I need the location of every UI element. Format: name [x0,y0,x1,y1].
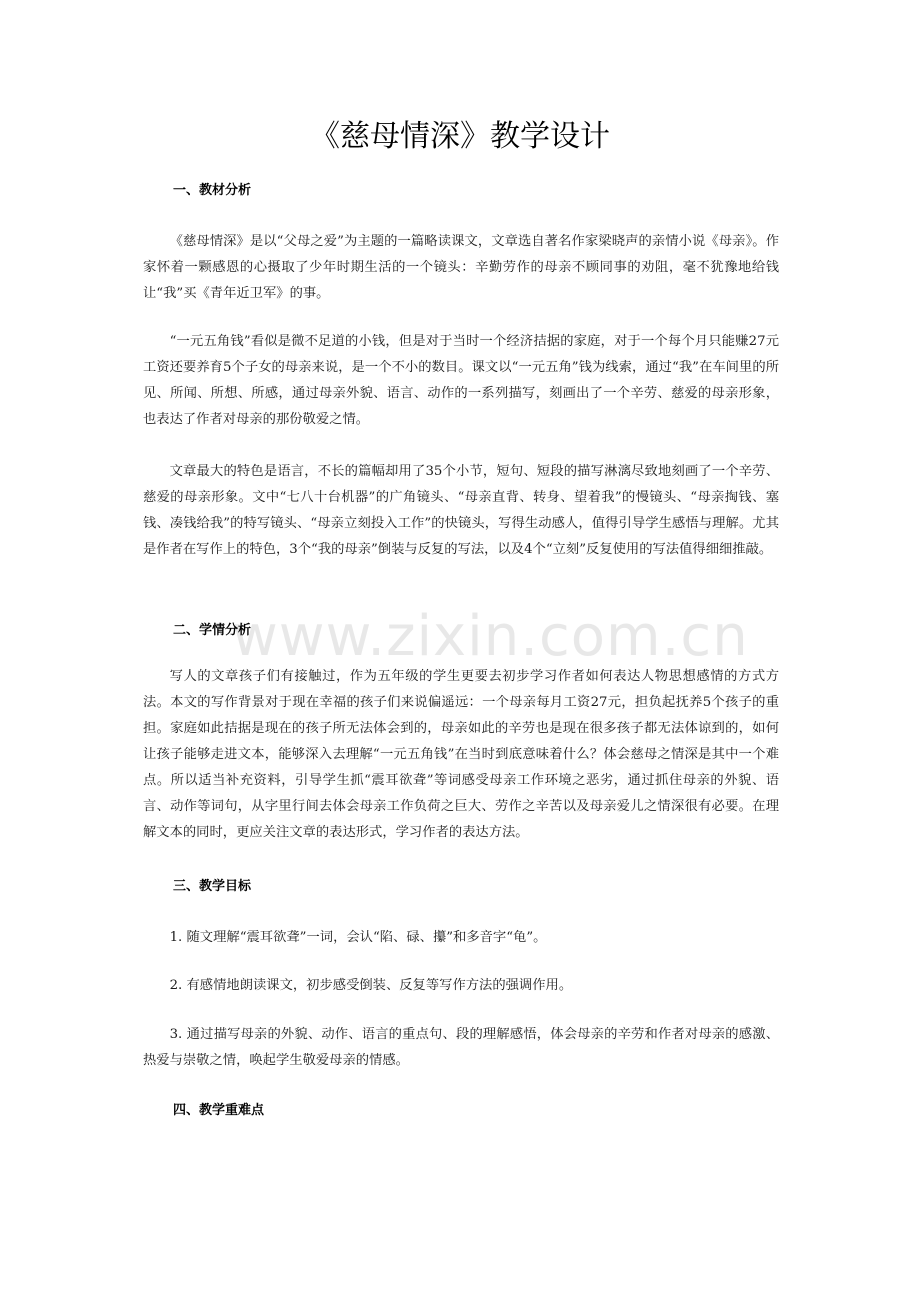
list-item: 3. 通过描写母亲的外貌、动作、语言的重点句、段的理解感悟，体会母亲的辛劳和作者对母亲的感激、热爱与崇敬之情，唤起学生敬爱母亲的情感。 [143,1027,779,1068]
list-item: 2. 有感情地朗读课文，初步感受倒装、反复等写作方法的强调作用。 [169,978,573,993]
section-heading-textbook-analysis: 一、教材分析 [173,183,252,198]
section-heading-learner-analysis: 二、学情分析 [173,623,252,638]
section-heading-teaching-goals: 三、教学目标 [173,879,252,894]
paragraph: “一元五角钱”看似是微不足道的小钱，但是对于当时一个经济拮据的家庭，对于一个每个月只能赚27元工资还要养育5个子女的母亲来说，是一个不小的数目。课文以“一元五角”钱为线索，通过“我”在车间里的所见、所闻、所想、所感，通过母亲外貌、语言、动作的一系列描写，刻画出了一个辛劳、慈爱的母亲形象，也表达了作者对母亲的那份敬爱之情。 [143,334,779,427]
paragraph: 文章最大的特色是语言，不长的篇幅却用了35个小节，短句、短段的描写淋漓尽致地刻画了一个辛劳、慈爱的母亲形象。文中“七八十台机器”的广角镜头、“母亲直背、转身、望着我”的慢镜头、“母亲掏钱、塞钱、凑钱给我”的特写镜头、“母亲立刻投入工作”的快镜头，写得生动感人，值得引导学生感悟与理解。尤其是作者在写作上的特色，3个“我的母亲”倒装与反复的写法，以及4个“立刻”反复使用的写法值得细细推敲。 [143,464,779,557]
section-heading-key-points: 四、教学重难点 [173,1103,265,1118]
watermark: www.zixin.com.cn [232,604,749,669]
list-item: 1. 随文理解“震耳欲聋”一词，会认“陷、碌、攥”和多音字“龟”。 [169,930,547,945]
document-title: 《慈母情深》教学设计 [310,119,610,154]
paragraph: 《慈母情深》是以“父母之爱”为主题的一篇略读课文，文章选自著名作家梁晓声的亲情小说《母亲》。作家怀着一颗感恩的心摄取了少年时期生活的一个镜头：辛勤劳作的母亲不顾同事的劝阻，毫不犹豫地给钱让“我”买《青年近卫军》的事。 [143,234,779,301]
paragraph: 写人的文章孩子们有接触过，作为五年级的学生更要去初步学习作者如何表达人物思想感情的方式方法。本文的写作背景对于现在幸福的孩子们来说偏遥远：一个母亲每月工资27元，担负起抚养5个孩子的重担。家庭如此拮据是现在的孩子所无法体会到的，母亲如此的辛劳也是现在很多孩子都无法体谅到的，如何让孩子能够走进文本，能够深入去理解“一元五角钱”在当时到底意味着什么？体会慈母之情深是其中一个难点。所以适当补充资料，引导学生抓“震耳欲聋”等词感受母亲工作环境之恶劣，通过抓住母亲的外貌、语言、动作等词句，从字里行间去体会母亲工作负荷之巨大、劳作之辛苦以及母亲爱儿之情深很有必要。在理解文本的同时，更应关注文章的表达形式，学习作者的表达方法。 [143,669,779,840]
